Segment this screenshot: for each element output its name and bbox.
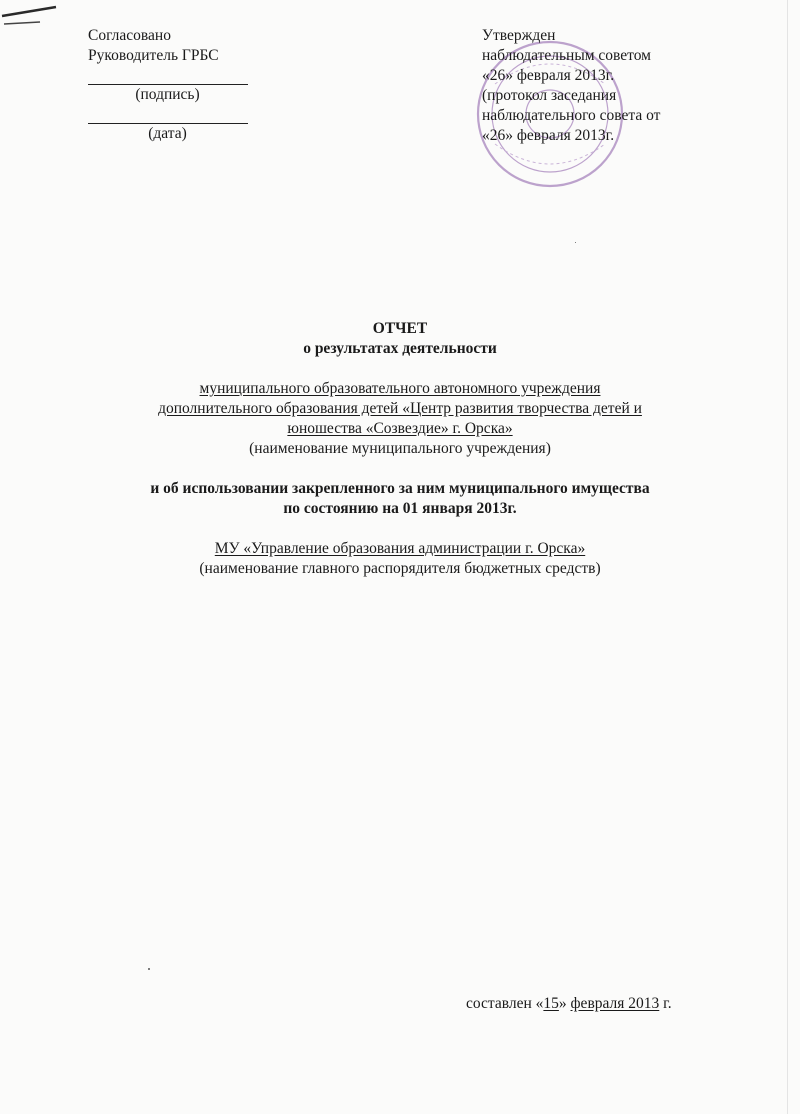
approved-protocol-2: наблюдательного совета от: [482, 107, 661, 124]
approved-protocol-3: «26» февраля 2013г.: [482, 127, 615, 144]
date-caption: (дата): [148, 125, 187, 142]
report-heading: ОТЧЕТ: [372, 320, 428, 337]
approved-title: Утвержден: [482, 27, 556, 44]
approved-protocol-1: (протокол заседания: [482, 87, 617, 104]
signature-caption: (подпись): [135, 86, 200, 103]
approved-date: «26» февраля 2013г.: [482, 67, 615, 84]
property-line-1: и об использовании закрепленного за ним муниципального имущества: [150, 480, 650, 497]
approved-block: [482, 26, 722, 146]
compiled-prefix: составлен «: [466, 995, 544, 1012]
report-subheading: о результатах деятельности: [303, 340, 497, 357]
scan-mark: [0, 0, 60, 30]
org-name-line-2: дополнительного образования детей «Центр развития творчества детей и: [158, 400, 642, 417]
approval-head: Руководитель ГРБС: [88, 47, 219, 64]
org-name-line-1: муниципального образовательного автономного учреждения: [199, 380, 601, 397]
approval-agreed: Согласовано: [88, 27, 171, 44]
compiled-mid: »: [558, 995, 571, 1012]
compiled-suffix: г.: [659, 995, 672, 1012]
scan-speck: [575, 242, 576, 243]
report-title-block: [0, 319, 800, 579]
approval-block: [88, 26, 248, 144]
property-line-2: по состоянию на 01 января 2013г.: [283, 500, 517, 517]
date-line: [88, 109, 248, 124]
compiled-day: 15: [543, 995, 559, 1012]
budget-administrator-caption: (наименование главного распорядителя бюджетных средств): [199, 560, 601, 577]
compiled-date: [466, 995, 672, 1013]
scan-speck: [148, 968, 150, 970]
org-name-caption: (наименование муниципального учреждения): [249, 440, 551, 457]
org-name-line-3: юношества «Созвездие» г. Орска»: [287, 420, 513, 437]
signature-line: [88, 70, 248, 85]
compiled-month-year: февраля 2013: [570, 995, 660, 1012]
approved-by: наблюдательным советом: [482, 47, 651, 64]
budget-administrator: МУ «Управление образования администрации г. Орска»: [214, 540, 586, 557]
